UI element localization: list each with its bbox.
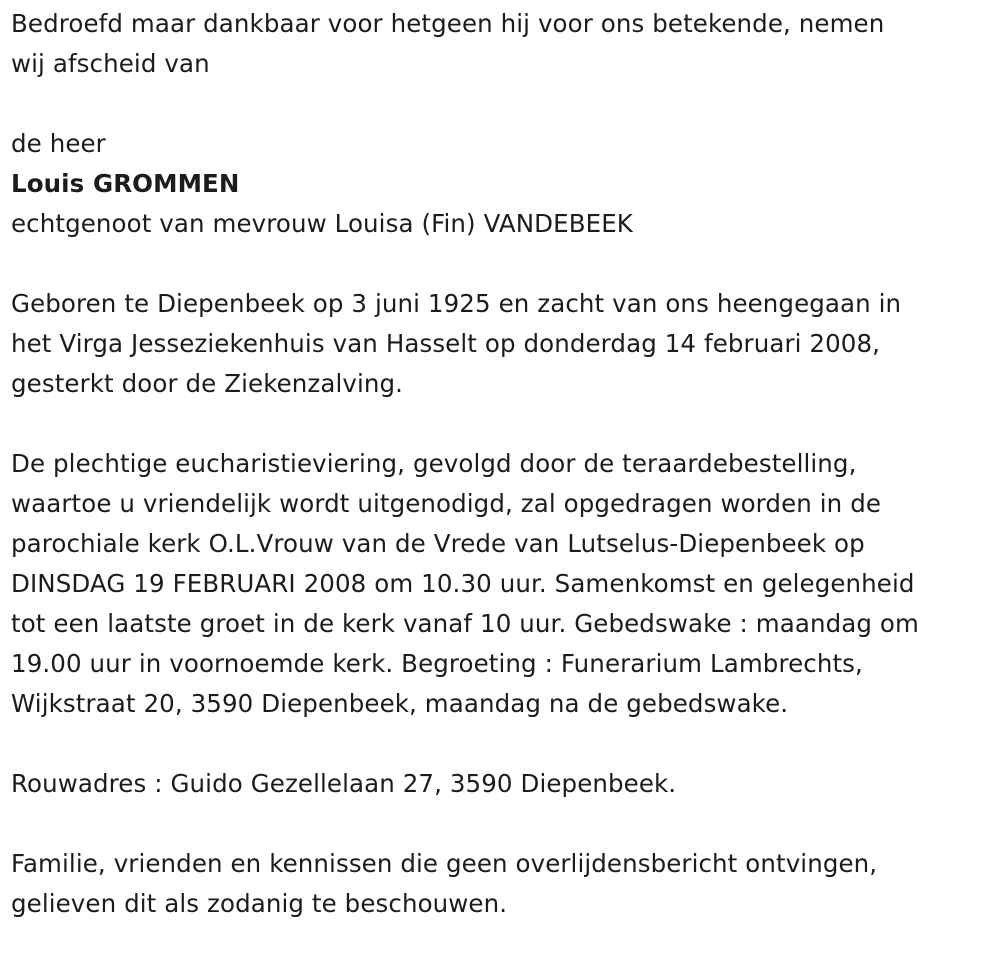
text-line: Geboren te Diepenbeek op 3 juni 1925 en zacht van ons heengegaan in (11, 289, 902, 318)
text-line: het Virga Jesseziekenhuis van Hasselt op donderdag 14 februari 2008, (11, 329, 881, 358)
text-line: DINSDAG 19 FEBRUARI 2008 om 10.30 uur. Samenkomst en gelegenheid (11, 569, 915, 598)
deceased-name: Louis GROMMEN (11, 169, 240, 198)
closing-paragraph (11, 844, 991, 924)
salutation: de heer (11, 129, 106, 158)
text-line: Familie, vrienden en kennissen die geen overlijdensbericht ontvingen, (11, 849, 878, 878)
text-line: De plechtige eucharistieviering, gevolgd door de teraardebestelling, (11, 449, 857, 478)
text-line: Wijkstraat 20, 3590 Diepenbeek, maandag na de gebedswake. (11, 689, 789, 718)
death-notice (11, 4, 991, 924)
text-line: waartoe u vriendelijk wordt uitgenodigd, zal opgedragen worden in de (11, 489, 882, 518)
text-line: gelieven dit als zodanig te beschouwen. (11, 889, 508, 918)
birth-death-paragraph (11, 284, 991, 404)
text-line: 19.00 uur in voornoemde kerk. Begroeting : Funerarium Lambrechts, (11, 649, 863, 678)
mourning-address: Rouwadres : Guido Gezellelaan 27, 3590 Diepenbeek. (11, 769, 677, 798)
text-line: gesterkt door de Ziekenzalving. (11, 369, 404, 398)
ceremony-paragraph (11, 444, 991, 724)
text-line: tot een laatste groet in de kerk vanaf 10 uur. Gebedswake : maandag om (11, 609, 919, 638)
text-line: Bedroefd maar dankbaar voor hetgeen hij voor ons betekende, nemen (11, 9, 885, 38)
spouse-line: echtgenoot van mevrouw Louisa (Fin) VANDEBEEK (11, 209, 633, 238)
intro-paragraph (11, 4, 991, 84)
text-line: parochiale kerk O.L.Vrouw van de Vrede van Lutselus-Diepenbeek op (11, 529, 865, 558)
text-line: wij afscheid van (11, 49, 210, 78)
